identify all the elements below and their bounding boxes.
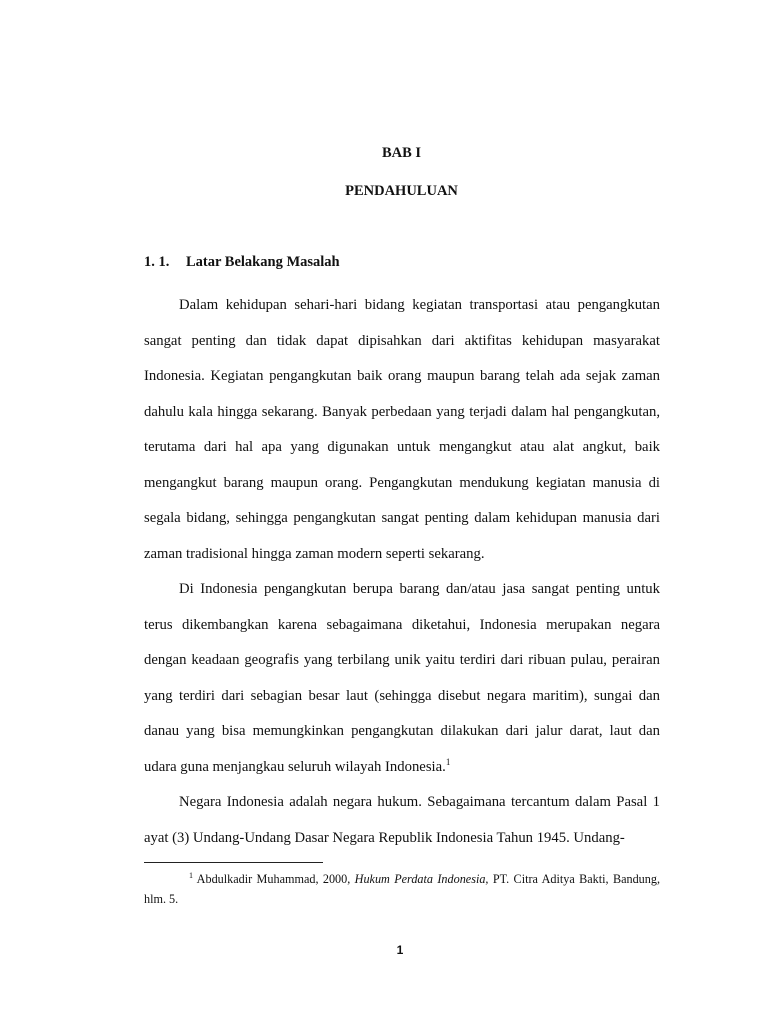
paragraph-1: Dalam kehidupan sehari-hari bidang kegiatan transportasi atau pengangkutan sangat penting dan tidak dapat dipisahkan dari aktifitas kehidupan masyarakat Indonesia. Kegiatan pengangkutan baik orang maupun barang telah ada sejak zaman dahulu kala hingga sekarang. Banyak perbedaan yang terjadi dalam hal pengangkutan, terutama dari hal apa yang digunakan untuk mengangkut atau alat angkut, baik mengangkut barang maupun orang. Pengangkutan mendukung kegiatan manusia di segala bidang, sehingga pengangkutan sangat penting dalam kehidupan manusia dari zaman tradisional hingga zaman modern seperti sekarang.	[144, 297, 660, 562]
page-number: 1	[396, 943, 404, 957]
footnote-divider	[144, 862, 323, 863]
section-heading	[144, 254, 340, 271]
paragraph-3: Negara Indonesia adalah negara hukum. Sebagaimana tercantum dalam Pasal 1 ayat (3) Undang-Undang Dasar Negara Republik Indonesia Tahun 1945. Undang-	[144, 794, 660, 846]
section-title: Latar Belakang Masalah	[186, 254, 340, 270]
section-number: 1. 1.	[144, 254, 170, 270]
footnote	[144, 869, 660, 909]
footnote-book-title: Hukum Perdata Indonesia,	[354, 872, 489, 886]
paragraph-2	[144, 572, 660, 785]
footnote-reference[interactable]: 1	[445, 756, 451, 767]
footnote-marker: 1	[189, 870, 193, 880]
body-text	[144, 288, 660, 856]
paragraph-2-text: Di Indonesia pengangkutan berupa barang dan/atau jasa sangat penting untuk terus dikembangkan karena sebagaimana diketahui, Indonesia merupakan negara dengan keadaan geografis yang terbilang unik yaitu terdiri dari ribuan pulau, perairan yang terdiri dari sebagian besar laut (sehingga disebut negara maritim), sungai dan danau yang bisa memungkinkan pengangkutan dilakukan dari jalur darat, laut dan udara guna menjangkau seluruh wilayah Indonesia.	[144, 581, 660, 775]
footnote-text-after: PT. Citra Aditya Bakti, Bandung, hlm. 5.	[144, 872, 661, 906]
footnote-text-before: Abdulkadir Muhammad, 2000,	[193, 872, 355, 886]
chapter-title: PENDAHULUAN	[345, 183, 458, 199]
chapter-label: BAB I	[381, 145, 422, 161]
